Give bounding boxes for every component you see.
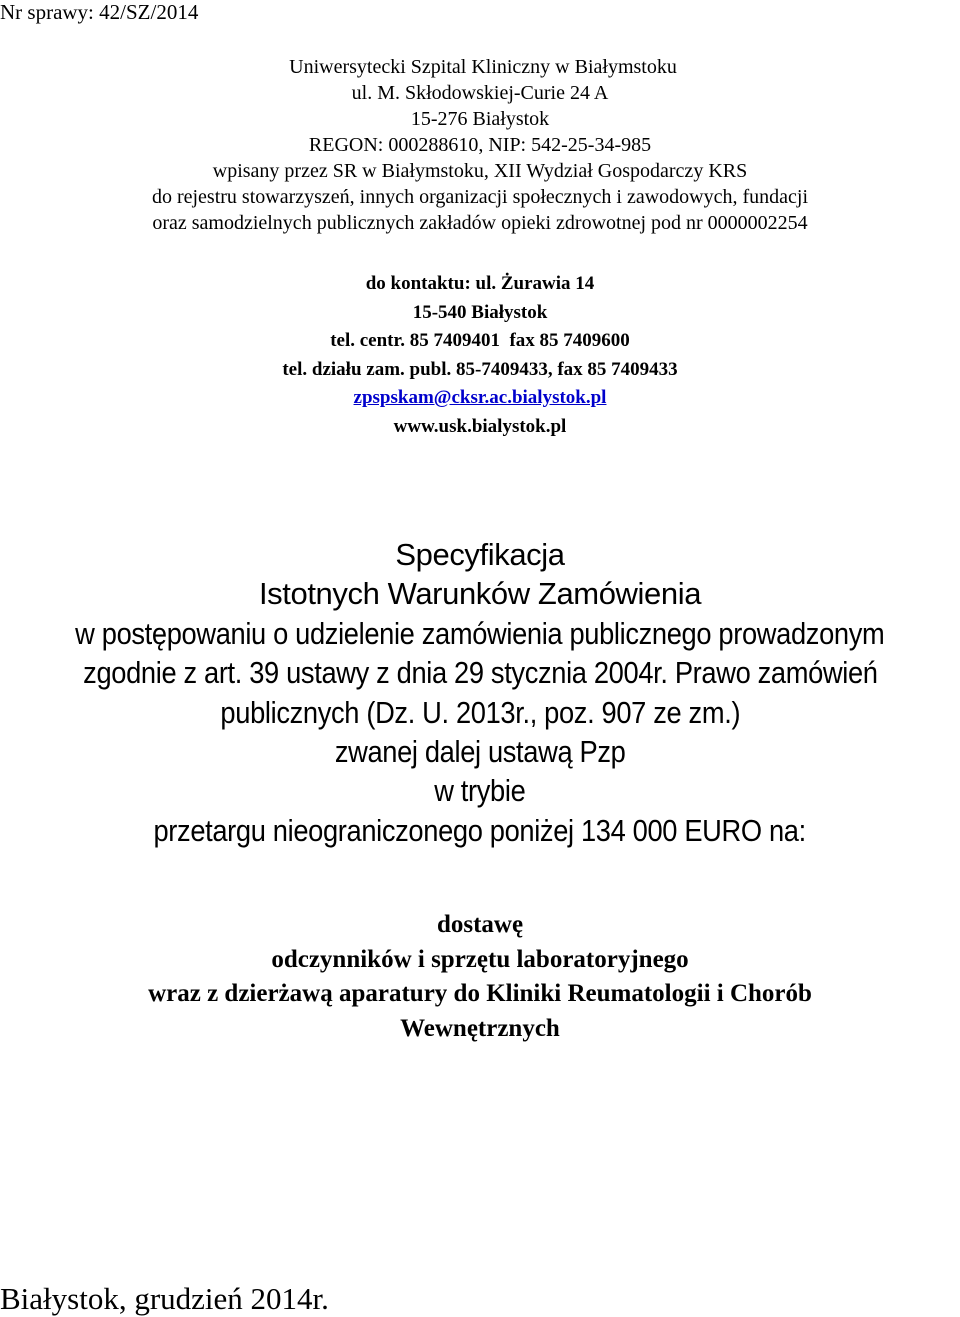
contact-phone-central: tel. centr. 85 7409401 fax 85 7409600 [330,330,630,351]
case-number: Nr sprawy: 42/SZ/2014 [0,0,199,24]
place-and-date: Białystok, grudzień 2014r. [0,1281,329,1316]
hospital-registry-line-1: wpisany przez SR w Białymstoku, XII Wydział Gospodarczy KRS [212,160,748,182]
hospital-name: Uniwersytecki Szpital Kliniczny w Białymstoku [289,56,677,78]
hospital-city: 15-276 Białystok [410,108,550,130]
spec-line-6: zwanej dalej ustawą Pzp [334,734,626,770]
contact-address: do kontaktu: ul. Żurawia 14 [365,273,595,294]
hospital-registry-line-3: oraz samodzielnych publicznych zakładów opieki zdrowotnej pod nr 0000002254 [152,212,808,234]
subject-line-2: odczynników i sprzętu laboratoryjnego [271,945,689,973]
subject-line-3: wraz z dzierżawą aparatury do Kliniki Reumatologii i Chorób [148,980,812,1007]
contact-city: 15-540 Białystok [412,301,548,323]
spec-line-8: przetargu nieograniczonego poniżej 134 000 EURO na: [153,812,807,848]
spec-line-1: Specyfikacja [395,537,565,572]
spec-line-7: w trybie [434,773,526,809]
specification-title [0,535,960,850]
contact-block [0,270,960,441]
hospital-street: ul. M. Skłodowskiej-Curie 24 A [351,82,609,104]
hospital-regon-nip: REGON: 000288610, NIP: 542-25-34-985 [308,134,652,156]
spec-line-2: Istotnych Warunków Zamówienia [258,576,702,612]
contact-email-link[interactable]: zpspskam@cksr.ac.bialystok.pl [353,387,607,408]
hospital-registry-line-2: do rejestru stowarzyszeń, innych organizacji społecznych i zawodowych, fundacji [151,186,809,208]
spec-line-5: publicznych (Dz. U. 2013r., poz. 907 ze zm.) [220,694,740,730]
procurement-subject [0,908,960,1046]
spec-line-4: zgodnie z art. 39 ustawy z dnia 29 stycznia 2004r. Prawo zamówień [82,655,878,691]
contact-website: www.usk.bialystok.pl [393,415,567,437]
subject-line-4: Wewnętrznych [400,1014,560,1042]
spec-line-3: w postępowaniu o udzielenie zamówienia publicznego prowadzonym [75,615,885,651]
hospital-header [0,54,960,236]
contact-phone-procurement: tel. działu zam. publ. 85-7409433, fax 85 7409433 [282,358,678,380]
subject-line-1: dostawę [436,911,524,938]
